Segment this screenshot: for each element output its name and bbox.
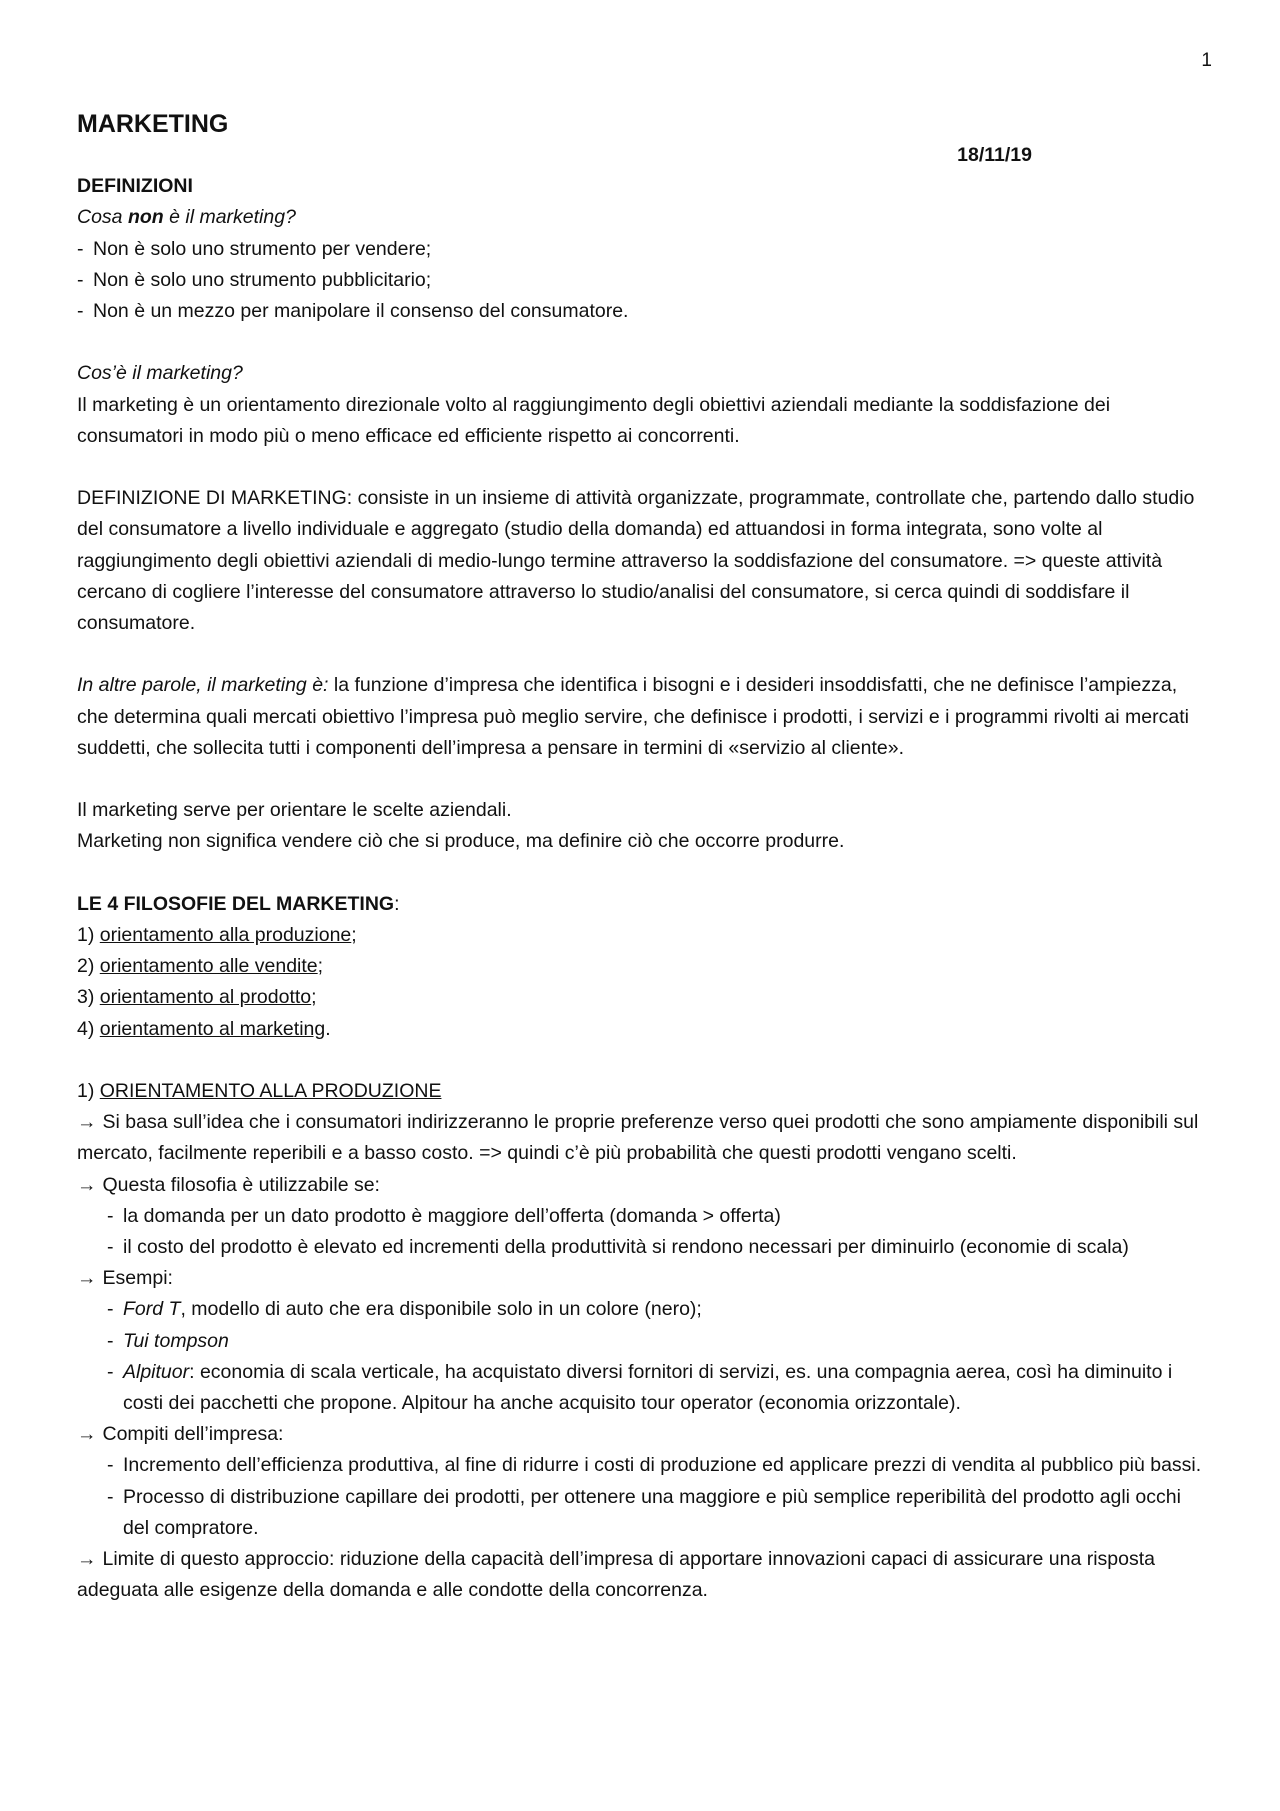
not-list [77,234,1212,328]
question-not: Cosa non è il marketing? [77,206,296,229]
list-item: - Processo di distribuzione capillare dei prodotti, per ottenere una maggiore e più semplice reperibilità del prodotto agli occhi del compratore. [107,1482,1212,1544]
page-number: 1 [1201,50,1212,71]
list-item: - il costo del prodotto è elevato ed incrementi della produttività si rendono necessari per diminuirlo (economie di scala) [107,1232,1212,1263]
usable-label: → Questa filosofia è utilizzabile se: [77,1173,380,1196]
produzione-intro: → Si basa sull’idea che i consumatori indirizzeranno le proprie preferenze verso quei prodotti che sono ampiamente disponibili sul mercato, facilmente reperibili e a basso costo. => quindi c’è più probabilità che questi prodotti vengano scelti. [77,1111,1199,1165]
produzione-heading: 1) ORIENTAMENTO ALLA PRODUZIONE [77,1080,442,1102]
examples-label: → Esempi: [77,1267,173,1290]
produzione-section [77,1076,1212,1606]
arrow-right-icon: → [77,1111,97,1134]
marketing-definition: DEFINIZIONE DI MARKETING: consiste in un insieme di attività organizzate, programmate, controllate che, partendo dallo studio del consumatore a livello individuale e aggregato (studio della domanda) ed attuandosi in forma integrata, sono volte al raggiungimento degli obiettivi aziendali di medio-lungo termine attraverso la soddisfazione del consumatore. => queste attività cercano di cogliere l’interesse del consumatore attraverso lo studio/analisi del consumatore, si cerca quindi di soddisfare il consumatore. [77,487,1195,635]
paragraph-line: Marketing non significa vendere ciò che si produce, ma definire ciò che occorre produrre. [77,830,845,853]
list-item: - Non è solo uno strumento pubblicitario; [77,265,1212,296]
definizioni-heading: DEFINIZIONI [77,175,193,198]
list-item: - Tui tompson [107,1326,1212,1357]
usable-list [77,1201,1212,1263]
document-body [77,108,1212,1606]
tasks-label: → Compiti dell’impresa: [77,1423,284,1446]
list-item: - Non è solo uno strumento per vendere; [77,234,1212,265]
arrow-right-icon: → [77,1423,97,1446]
filosofia-item: 4) orientamento al marketing. [77,1017,331,1040]
filosofie-section [77,889,1212,1045]
filosofia-item: 1) orientamento alla produzione; [77,924,357,946]
limit-paragraph: → Limite di questo approccio: riduzione della capacità dell’impresa di apportare innovazioni capaci di assicurare una risposta adeguata alle esigenze della domanda e alle condotte della concorrenza. [77,1548,1156,1602]
list-item: - Non è un mezzo per manipolare il consenso del consumatore. [77,296,1212,327]
arrow-right-icon: → [77,1173,97,1196]
examples-list [77,1294,1212,1419]
arrow-right-icon: → [77,1267,97,1290]
definizioni-section [77,171,1212,857]
document-title: MARKETING [77,110,229,138]
list-item: - Ford T, modello di auto che era disponibile solo in un colore (nero); [107,1294,1212,1325]
question-is: Cos’è il marketing? [77,362,243,385]
filosofia-item: 2) orientamento alle vendite; [77,955,324,978]
tasks-list [77,1450,1212,1544]
other-words-paragraph: In altre parole, il marketing è: la funzione d’impresa che identifica i bisogni e i desideri insoddisfatti, che ne definisce l’ampiezza, che determina quali mercati obiettivo l’impresa può meglio servire, che definisce i prodotti, i servizi e i programmi rivolti ai mercati suddetti, che sollecita tutti i componenti dell’impresa a pensare in termini di «servizio al cliente». [77,674,1189,759]
list-item: - Alpituor: economia di scala verticale, ha acquistato diversi fornitori di servizi, es. una compagnia aerea, così ha diminuito i costi dei pacchetti che propone. Alpitour ha anche acquisito tour operator (economia orizzontale). [107,1357,1212,1419]
filosofie-heading: LE 4 FILOSOFIE DEL MARKETING: [77,892,400,915]
filosofia-item: 3) orientamento al prodotto; [77,986,317,1009]
answer-is: Il marketing è un orientamento direzionale volto al raggiungimento degli obiettivi aziendali mediante la soddisfazione dei consumatori in modo più o meno efficace ed efficiente rispetto ai concorrenti. [77,393,1111,447]
list-item: - Incremento dell’efficienza produttiva, al fine di ridurre i costi di produzione ed applicare prezzi di vendita al pubblico più bassi. [107,1450,1212,1481]
document-date: 18/11/19 [957,144,1032,166]
arrow-right-icon: → [77,1548,97,1571]
paragraph-line: Il marketing serve per orientare le scelte aziendali. [77,799,512,822]
list-item: - la domanda per un dato prodotto è maggiore dell’offerta (domanda > offerta) [107,1201,1212,1232]
